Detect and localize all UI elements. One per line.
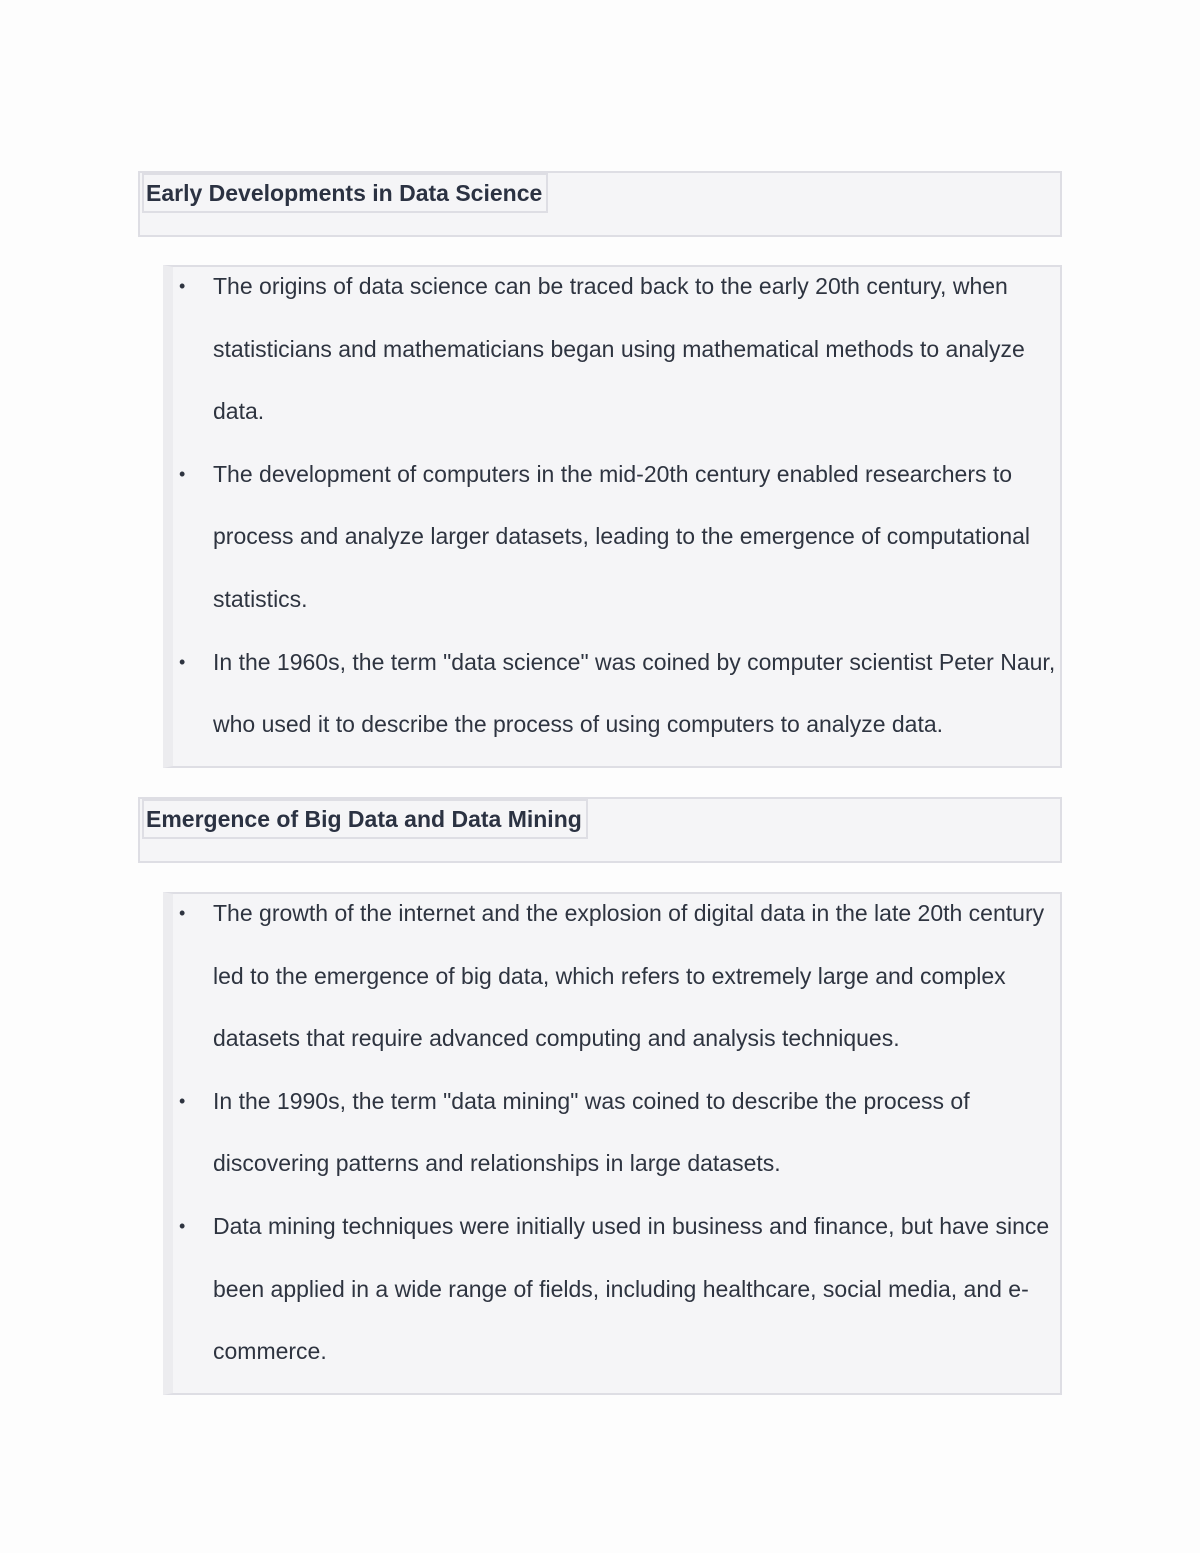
list-item-text: The origins of data science can be traced back to the early 20th century, when statisticians and mathematicians began using mathematical methods to analyze data. [213,273,1025,425]
list-item [173,1195,1060,1383]
bullet-list-box-big-data [163,892,1062,1395]
list-item [173,1070,1060,1195]
section-heading-box-big-data [138,797,1062,863]
bullet-icon: • [179,1090,186,1111]
section-heading-box-early-developments [138,171,1062,237]
bullet-icon: • [179,651,186,672]
section-heading-early-developments: Early Developments in Data Science [142,173,548,213]
bullet-icon: • [179,463,186,484]
list-item-text: Data mining techniques were initially used in business and finance, but have since been applied in a wide range of fields, including healthcare, social media, and e-commerce. [213,1212,1050,1365]
list-item-text: In the 1990s, the term "data mining" was coined to describe the process of discovering patterns and relationships in large datasets. [213,1087,970,1177]
list-item [173,882,1060,1070]
list-item [173,443,1060,631]
bullet-icon: • [179,903,186,923]
section-heading-big-data: Emergence of Big Data and Data Mining [142,799,588,839]
bullet-icon: • [179,1215,186,1236]
bullet-list [173,882,1060,1383]
list-item [173,255,1060,443]
bullet-list [173,255,1060,756]
bullet-list-box-early-developments [163,265,1062,768]
list-item-text: The development of computers in the mid-20th century enabled researchers to process and analyze larger datasets, leading to the emergence of computational statistics. [213,460,1031,612]
list-item-text: In the 1960s, the term "data science" was coined by computer scientist Peter Naur, who used it to describe the process of using computers to analyze data. [213,648,1056,738]
list-item-text: The growth of the internet and the explosion of digital data in the late 20th century led to the emergence of big data, which refers to extremely large and complex datasets that require advanced computing and analysis techniques. [213,900,1045,1052]
list-item [173,631,1060,756]
bullet-icon: • [179,276,186,296]
